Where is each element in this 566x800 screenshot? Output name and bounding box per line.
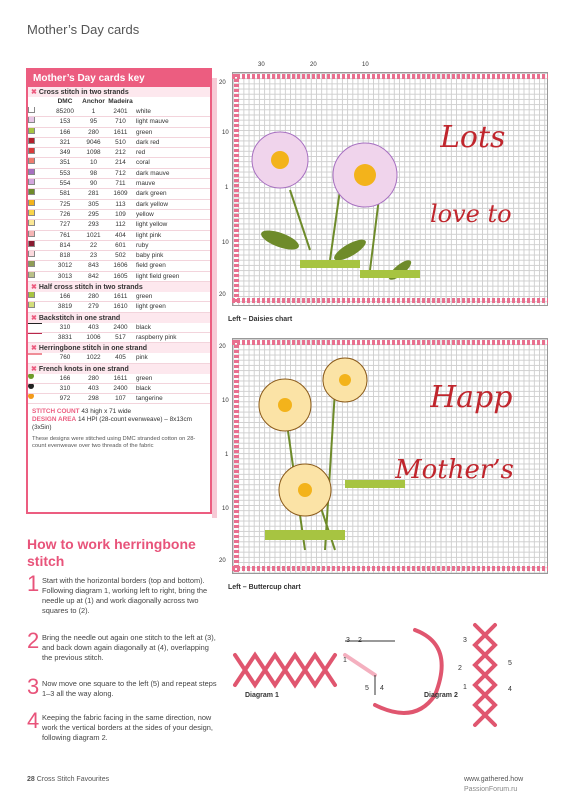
dmc-code: 814 bbox=[59, 241, 71, 249]
anchor-code: 1022 bbox=[86, 354, 101, 362]
howto-heading: How to work herringbone stitch bbox=[27, 536, 196, 569]
symbol-header bbox=[28, 97, 50, 107]
dmc-code: 725 bbox=[59, 200, 71, 208]
key-row bbox=[28, 394, 210, 404]
dmc-code: 351 bbox=[59, 159, 71, 167]
key-symbol bbox=[28, 261, 50, 270]
madeira-code: 112 bbox=[115, 221, 126, 229]
key-row bbox=[28, 138, 210, 148]
madeira-code: 1609 bbox=[113, 190, 128, 198]
daisies-art bbox=[240, 100, 430, 300]
dmc-code: 761 bbox=[59, 231, 71, 239]
madeira-code: 2401 bbox=[113, 108, 128, 115]
key-column-headers bbox=[28, 97, 210, 107]
madeira-code: 712 bbox=[115, 169, 126, 177]
madeira-code: 1611 bbox=[113, 128, 128, 136]
step-text: Keeping the fabric facing in the same direction, now work the vertical borders at the sides of your design, following diagram 2. bbox=[42, 713, 213, 742]
anchor-code: 279 bbox=[88, 303, 99, 311]
colour-name: light pink bbox=[136, 231, 162, 239]
chart-border-left bbox=[234, 74, 239, 304]
key-symbol bbox=[28, 333, 50, 342]
madeira-code: 113 bbox=[115, 200, 126, 208]
page-number: 28 bbox=[27, 776, 35, 783]
step-4 bbox=[27, 710, 217, 743]
step-number: 4 bbox=[27, 708, 40, 733]
anchor-code: 280 bbox=[88, 128, 99, 136]
key-section-title: French knots in one strand bbox=[38, 365, 129, 373]
key-row bbox=[28, 117, 210, 127]
colour-name: light green bbox=[136, 303, 166, 311]
dmc-code: 3012 bbox=[57, 262, 73, 270]
page-title: Mother’s Day cards bbox=[27, 22, 140, 37]
key-row bbox=[28, 251, 210, 261]
diagram1-num: 2 bbox=[358, 637, 362, 644]
step-2 bbox=[27, 630, 217, 663]
key-row bbox=[28, 292, 210, 302]
y-tick: 20 bbox=[219, 292, 226, 298]
dmc-code: 581 bbox=[59, 190, 71, 198]
anchor-code: 1021 bbox=[86, 231, 101, 239]
dmc-code: 153 bbox=[59, 118, 71, 126]
dmc-code: 726 bbox=[59, 210, 71, 218]
colour-name: yellow bbox=[136, 210, 154, 218]
key-symbol bbox=[28, 107, 50, 116]
anchor-code: 298 bbox=[88, 395, 99, 403]
key-row bbox=[28, 353, 210, 363]
diagram1-label: Diagram 1 bbox=[245, 692, 279, 699]
french-knot-icon bbox=[28, 384, 34, 389]
anchor-code: 9046 bbox=[86, 138, 101, 146]
cross-icon: ✖ bbox=[31, 314, 37, 322]
key-symbol bbox=[28, 189, 50, 198]
colour-name: dark mauve bbox=[136, 169, 170, 177]
key-row bbox=[28, 210, 210, 220]
key-symbol bbox=[28, 210, 50, 219]
chart-script-happy: Happ bbox=[430, 380, 513, 415]
key-row bbox=[28, 148, 210, 158]
key-section-heading bbox=[28, 343, 210, 353]
symbol-swatch-icon bbox=[28, 231, 35, 237]
colour-name: light mauve bbox=[136, 118, 169, 126]
key-section-heading bbox=[28, 87, 210, 97]
step-1 bbox=[27, 573, 217, 616]
dmc-code: 972 bbox=[59, 395, 71, 403]
y-tick: 10 bbox=[222, 506, 229, 512]
watermark: PassionForum.ru bbox=[464, 786, 518, 793]
key-symbol bbox=[28, 220, 50, 229]
dmc-code: 3013 bbox=[57, 272, 73, 280]
chart-script-lots: Lots bbox=[440, 120, 506, 155]
diagram1-num: 5 bbox=[365, 685, 369, 692]
column-header: Madeira bbox=[108, 98, 133, 105]
anchor-code: 843 bbox=[88, 262, 99, 270]
madeira-code: 404 bbox=[115, 231, 126, 239]
symbol-swatch-icon bbox=[28, 158, 35, 164]
diagram1-num: 1 bbox=[343, 657, 347, 664]
key-symbol bbox=[28, 138, 50, 147]
x-tick: 30 bbox=[258, 62, 265, 68]
daisies-caption: Left – Daisies chart bbox=[228, 316, 293, 323]
diagram2-num: 3 bbox=[463, 637, 467, 644]
anchor-code: 403 bbox=[88, 384, 99, 392]
colour-name: dark green bbox=[136, 190, 167, 198]
herringbone-swatch-icon bbox=[28, 353, 42, 355]
step-text: Now move one square to the left (5) and repeat steps 1–3 all the way along. bbox=[42, 679, 217, 698]
madeira-code: 214 bbox=[115, 159, 126, 167]
colour-name: dark yellow bbox=[136, 200, 168, 208]
column-header: Anchor bbox=[82, 98, 105, 105]
diagram2-label: Diagram 2 bbox=[424, 692, 458, 699]
backstitch-swatch-icon bbox=[28, 333, 42, 334]
key-symbol bbox=[28, 384, 50, 393]
colour-name: green bbox=[136, 293, 153, 301]
y-tick: 10 bbox=[222, 398, 229, 404]
chart-script-love: love to bbox=[430, 200, 512, 228]
chart-border-bottom bbox=[232, 566, 548, 571]
footer-left bbox=[27, 776, 109, 783]
madeira-code: 601 bbox=[115, 241, 126, 249]
madeira-code: 1611 bbox=[113, 374, 128, 382]
key-row bbox=[28, 323, 210, 333]
symbol-swatch-icon bbox=[28, 169, 35, 175]
anchor-code: 98 bbox=[89, 169, 98, 177]
design-area-value: 14 HPI (28-count evenweave) – 8x13cm (3x5in) bbox=[32, 416, 192, 432]
key-symbol bbox=[28, 292, 50, 301]
key-row bbox=[28, 107, 210, 117]
symbol-swatch-icon bbox=[28, 128, 35, 134]
diagram1-num: 4 bbox=[380, 685, 384, 692]
colour-name: green bbox=[136, 128, 153, 136]
chart-script-mothers: Mother’s bbox=[395, 455, 514, 485]
key-row bbox=[28, 189, 210, 199]
colour-name: ruby bbox=[136, 241, 149, 249]
key-row bbox=[28, 302, 210, 312]
madeira-code: 1606 bbox=[113, 262, 128, 270]
diagram2-num: 4 bbox=[508, 686, 512, 693]
colour-name: light field green bbox=[136, 272, 180, 280]
colour-name: black bbox=[136, 323, 151, 331]
dmc-code: 166 bbox=[59, 293, 71, 301]
chart-border-left bbox=[234, 340, 239, 572]
diagram2-num: 2 bbox=[458, 665, 462, 672]
key-symbol bbox=[28, 323, 50, 332]
madeira-code: 711 bbox=[115, 180, 126, 188]
symbol-swatch-icon bbox=[28, 251, 35, 257]
symbol-swatch-icon bbox=[28, 200, 35, 206]
colour-name: black bbox=[136, 384, 151, 392]
key-row bbox=[28, 169, 210, 179]
colour-name: white bbox=[136, 108, 151, 115]
key-row bbox=[28, 241, 210, 251]
madeira-code: 107 bbox=[115, 395, 126, 403]
anchor-code: 295 bbox=[88, 210, 99, 218]
key-section-title: Backstitch in one strand bbox=[38, 314, 121, 322]
diagram1-num: 3 bbox=[346, 637, 350, 644]
anchor-code: 23 bbox=[89, 252, 98, 260]
colour-name: field green bbox=[136, 262, 166, 270]
french-knot-icon bbox=[28, 394, 34, 399]
key-symbol bbox=[28, 302, 50, 311]
colour-name: dark red bbox=[136, 138, 160, 146]
dmc-code: 818 bbox=[59, 252, 71, 260]
key-section-heading bbox=[28, 313, 210, 323]
key-row bbox=[28, 220, 210, 230]
x-tick: 20 bbox=[310, 62, 317, 68]
herringbone-diagrams bbox=[225, 615, 545, 750]
key-row bbox=[28, 200, 210, 210]
cross-icon: ✖ bbox=[31, 89, 37, 96]
madeira-code: 510 bbox=[115, 138, 126, 146]
key-symbol bbox=[28, 374, 50, 383]
symbol-swatch-icon bbox=[28, 148, 35, 154]
anchor-code: 305 bbox=[88, 200, 99, 208]
key-section-title: Half cross stitch in two strands bbox=[38, 284, 143, 292]
key-box bbox=[26, 68, 212, 514]
dmc-code: 3831 bbox=[57, 333, 73, 341]
colour-name: light yellow bbox=[136, 221, 168, 229]
madeira-code: 710 bbox=[115, 118, 126, 126]
madeira-code: 212 bbox=[115, 149, 126, 157]
anchor-code: 1098 bbox=[86, 149, 101, 157]
cross-icon: ✖ bbox=[31, 284, 37, 292]
step-number: 3 bbox=[27, 674, 40, 699]
symbol-swatch-icon bbox=[28, 138, 35, 144]
key-symbol bbox=[28, 200, 50, 209]
key-symbol bbox=[28, 148, 50, 157]
cross-icon: ✖ bbox=[31, 365, 37, 373]
dmc-code: 727 bbox=[59, 221, 71, 229]
stitch-count-label: STITCH COUNT bbox=[32, 408, 80, 416]
key-row bbox=[28, 374, 210, 384]
symbol-swatch-icon bbox=[28, 220, 35, 226]
key-symbol bbox=[28, 179, 50, 188]
key-row bbox=[28, 179, 210, 189]
buttercup-caption: Left – Buttercup chart bbox=[228, 584, 301, 591]
key-title: Mother’s Day cards key bbox=[28, 70, 210, 87]
key-row bbox=[28, 261, 210, 271]
colour-name: baby pink bbox=[136, 252, 164, 260]
step-text: Start with the horizontal borders (top and bottom). Following diagram 1, working left to right, bring the needle up at (1) and work diagonally across two squares to (2). bbox=[42, 576, 208, 615]
anchor-code: 842 bbox=[88, 272, 99, 280]
colour-name: coral bbox=[136, 159, 150, 167]
key-symbol bbox=[28, 251, 50, 260]
key-symbol bbox=[28, 231, 50, 240]
step-3 bbox=[27, 676, 217, 699]
dmc-code: 3819 bbox=[57, 303, 73, 311]
dmc-code: 554 bbox=[59, 180, 71, 188]
key-section-heading bbox=[28, 282, 210, 292]
anchor-code: 1006 bbox=[86, 333, 101, 341]
anchor-code: 1 bbox=[91, 108, 96, 115]
dmc-code: 760 bbox=[59, 354, 71, 362]
symbol-swatch-icon bbox=[28, 302, 35, 308]
anchor-code: 10 bbox=[89, 159, 98, 167]
key-row bbox=[28, 333, 210, 343]
french-knot-icon bbox=[28, 374, 34, 379]
symbol-swatch-icon bbox=[28, 272, 35, 278]
y-tick: 20 bbox=[219, 558, 226, 564]
key-row bbox=[28, 128, 210, 138]
madeira-code: 1605 bbox=[113, 272, 128, 280]
y-tick: 20 bbox=[219, 344, 226, 350]
design-area-label: DESIGN AREA bbox=[32, 416, 77, 424]
y-tick: 10 bbox=[222, 130, 229, 136]
y-tick: 1 bbox=[225, 452, 229, 458]
footer-url[interactable]: www.gathered.how bbox=[464, 776, 524, 783]
symbol-swatch-icon bbox=[28, 179, 35, 185]
dmc-code: 321 bbox=[59, 138, 71, 146]
key-symbol bbox=[28, 117, 50, 126]
column-header: DMC bbox=[57, 98, 73, 105]
key-symbol bbox=[28, 128, 50, 137]
dmc-code: 166 bbox=[59, 374, 71, 382]
x-tick: 10 bbox=[362, 62, 369, 68]
key-symbol bbox=[28, 158, 50, 167]
key-symbol bbox=[28, 394, 50, 403]
anchor-code: 95 bbox=[89, 118, 98, 126]
anchor-code: 403 bbox=[88, 323, 99, 331]
anchor-code: 293 bbox=[88, 221, 99, 229]
anchor-code: 281 bbox=[88, 190, 99, 198]
colour-name: green bbox=[136, 374, 153, 382]
key-note: These designs were stitched using DMC stranded cotton on 28-count evenweave over two threads of the fabric bbox=[32, 436, 196, 450]
madeira-code: 109 bbox=[115, 210, 126, 218]
key-section-heading bbox=[28, 364, 210, 374]
key-symbol bbox=[28, 353, 50, 362]
key-row bbox=[28, 158, 210, 168]
symbol-swatch-icon bbox=[28, 189, 35, 195]
madeira-code: 405 bbox=[115, 354, 126, 362]
anchor-code: 280 bbox=[88, 293, 99, 301]
chart-border-top bbox=[232, 74, 548, 79]
dmc-code: 349 bbox=[59, 149, 71, 157]
anchor-code: 90 bbox=[89, 180, 98, 188]
dmc-code: 166 bbox=[59, 128, 71, 136]
anchor-code: 22 bbox=[89, 241, 98, 249]
madeira-code: 2400 bbox=[113, 384, 128, 392]
diagram2-num: 1 bbox=[463, 684, 467, 691]
colour-name: tangerine bbox=[136, 395, 163, 403]
y-tick: 20 bbox=[219, 80, 226, 86]
dmc-code: 553 bbox=[59, 169, 71, 177]
step-number: 1 bbox=[27, 571, 40, 596]
madeira-code: 1611 bbox=[113, 293, 128, 301]
key-section-title: Cross stitch in two strands bbox=[38, 89, 129, 96]
step-number: 2 bbox=[27, 628, 40, 653]
cross-icon: ✖ bbox=[31, 345, 37, 353]
magazine-name: Cross Stitch Favourites bbox=[36, 776, 110, 783]
key-section-title: Herringbone stitch in one strand bbox=[38, 345, 147, 353]
madeira-code: 517 bbox=[115, 333, 126, 341]
key-symbol bbox=[28, 241, 50, 250]
symbol-swatch-icon bbox=[28, 210, 35, 216]
key-row bbox=[28, 384, 210, 394]
key-symbol bbox=[28, 272, 50, 281]
step-text: Bring the needle out again one stitch to the left at (3), and back down again diagonally at (4), overlapping the previous stitch. bbox=[42, 633, 216, 662]
diagram2-num: 5 bbox=[508, 660, 512, 667]
madeira-code: 502 bbox=[115, 252, 126, 260]
chart-border-top bbox=[232, 340, 548, 345]
key-symbol bbox=[28, 169, 50, 178]
key-row bbox=[28, 231, 210, 241]
dmc-code: 310 bbox=[59, 384, 71, 392]
backstitch-swatch-icon bbox=[28, 323, 42, 324]
colour-name: red bbox=[136, 149, 146, 157]
symbol-swatch-icon bbox=[28, 241, 35, 247]
key-stats bbox=[28, 404, 210, 432]
madeira-code: 2400 bbox=[113, 323, 128, 331]
symbol-swatch-icon bbox=[28, 107, 35, 113]
y-tick: 1 bbox=[225, 185, 229, 191]
dmc-code: 310 bbox=[59, 323, 71, 331]
symbol-swatch-icon bbox=[28, 261, 35, 267]
y-tick: 10 bbox=[222, 240, 229, 246]
colour-name: mauve bbox=[136, 180, 156, 188]
symbol-swatch-icon bbox=[28, 292, 35, 298]
key-table bbox=[28, 87, 210, 404]
dmc-code: 85200 bbox=[56, 108, 74, 115]
anchor-code: 280 bbox=[88, 374, 99, 382]
key-row bbox=[28, 272, 210, 282]
symbol-swatch-icon bbox=[28, 117, 35, 123]
colour-name: raspberry pink bbox=[136, 333, 177, 341]
stitch-count-value: 43 high x 71 wide bbox=[81, 408, 132, 416]
colour-name: pink bbox=[136, 354, 148, 362]
madeira-code: 1610 bbox=[113, 303, 128, 311]
